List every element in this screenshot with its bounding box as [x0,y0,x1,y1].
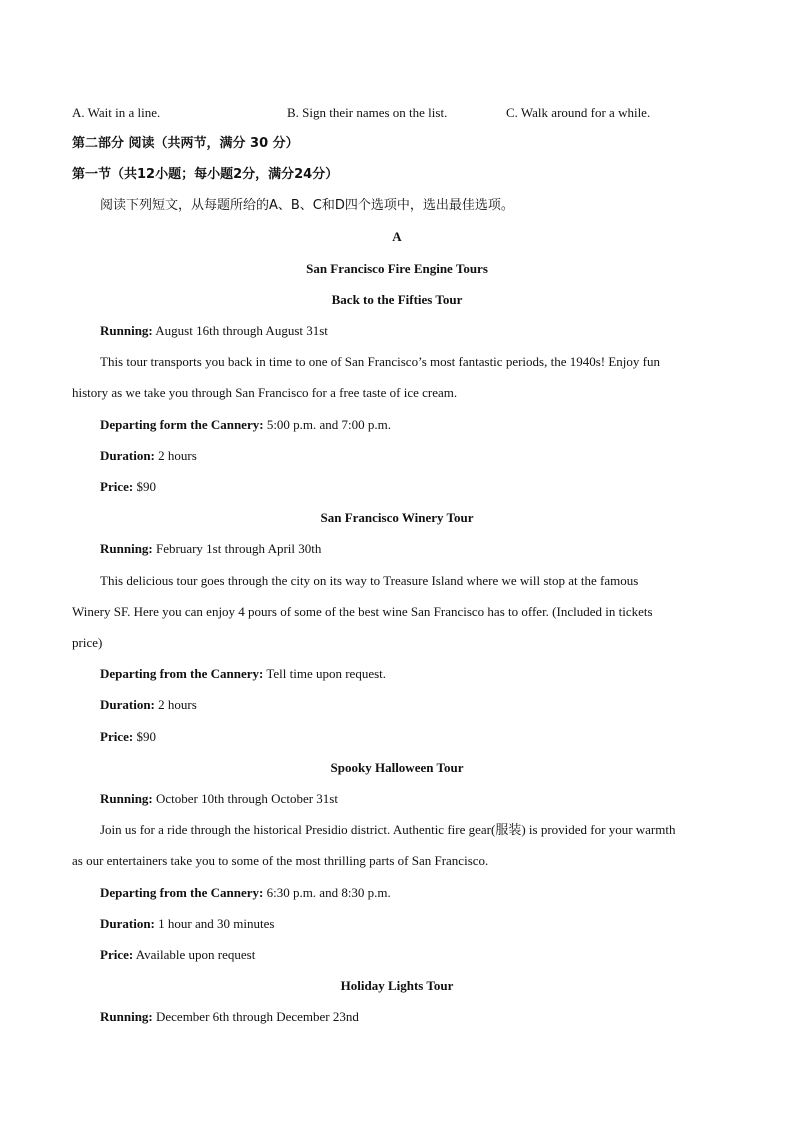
tour-description-line: This tour transports you back in time to one of San Francisco’s most fantastic periods, the 1940s! Enjoy fun [100,354,660,369]
passage-letter: A [392,229,402,244]
tour-description-line: as our entertainers take you to some of the most thrilling parts of San Francisco. [72,853,489,868]
duration-value: 1 hour and 30 minutes [154,916,275,931]
instructions: 阅读下列短文，从每题所给的A、B、C和D四个选项中，选出最佳选项。 [100,198,514,213]
tour-price [100,729,156,745]
tour-description-line: Join us for a ride through the historical Presidio district. Authentic fire gear(服装) is provided for your warmth [100,822,676,837]
tour-duration [100,916,274,932]
departing-value: 5:00 p.m. and 7:00 p.m. [263,417,392,432]
tour-duration [100,448,197,464]
tour-departing [100,885,391,901]
departing-value: 6:30 p.m. and 8:30 p.m. [263,885,391,900]
option-b: B. Sign their names on the list. [287,105,448,120]
running-value: October 10th through October 31st [152,791,338,806]
running-value: February 1st through April 30th [152,541,322,556]
running-value: December 6th through December 23nd [152,1009,359,1024]
running-label: Running: [100,791,153,806]
tour-title: Spooky Halloween Tour [330,760,464,775]
section1-title: 第一节（共12小题；每小题2分，满分24分） [72,167,339,182]
price-value: $90 [133,729,156,744]
tour-price [100,479,156,495]
passage-title: San Francisco Fire Engine Tours [306,261,488,276]
price-label: Price: [100,947,134,962]
duration-label: Duration: [100,448,155,463]
tour-title: Holiday Lights Tour [340,978,454,993]
departing-label: Departing from the Cannery: [100,666,264,681]
tour-running [100,1009,359,1025]
price-value: $90 [133,479,156,494]
tour-departing [100,417,391,433]
departing-label: Departing form the Cannery: [100,417,264,432]
running-label: Running: [100,541,153,556]
duration-label: Duration: [100,916,155,931]
running-label: Running: [100,323,153,338]
tour-title: Back to the Fifties Tour [331,292,463,307]
tour-running [100,323,328,339]
price-label: Price: [100,479,134,494]
price-value: Available upon request [133,947,256,962]
duration-value: 2 hours [154,448,197,463]
option-a: A. Wait in a line. [72,105,161,120]
departing-value: Tell time upon request. [263,666,387,681]
tour-description-line: Winery SF. Here you can enjoy 4 pours of some of the best wine San Francisco has to offer. (Included in tickets [72,604,653,619]
tour-description-line: history as we take you through San Francisco for a free taste of ice cream. [72,385,458,400]
part2-title: 第二部分 阅读（共两节，满分 30 分） [72,136,299,151]
duration-label: Duration: [100,697,155,712]
departing-label: Departing from the Cannery: [100,885,264,900]
running-value: August 16th through August 31st [152,323,328,338]
tour-running [100,541,321,557]
tour-title: San Francisco Winery Tour [320,510,474,525]
tour-description-line: This delicious tour goes through the city on its way to Treasure Island where we will stop at the famous [100,573,639,588]
price-label: Price: [100,729,134,744]
tour-price [100,947,255,963]
running-label: Running: [100,1009,153,1024]
option-c: C. Walk around for a while. [506,105,651,120]
duration-value: 2 hours [154,697,197,712]
tour-departing [100,666,386,682]
tour-duration [100,697,197,713]
tour-description-line: price) [72,635,103,650]
tour-running [100,791,338,807]
